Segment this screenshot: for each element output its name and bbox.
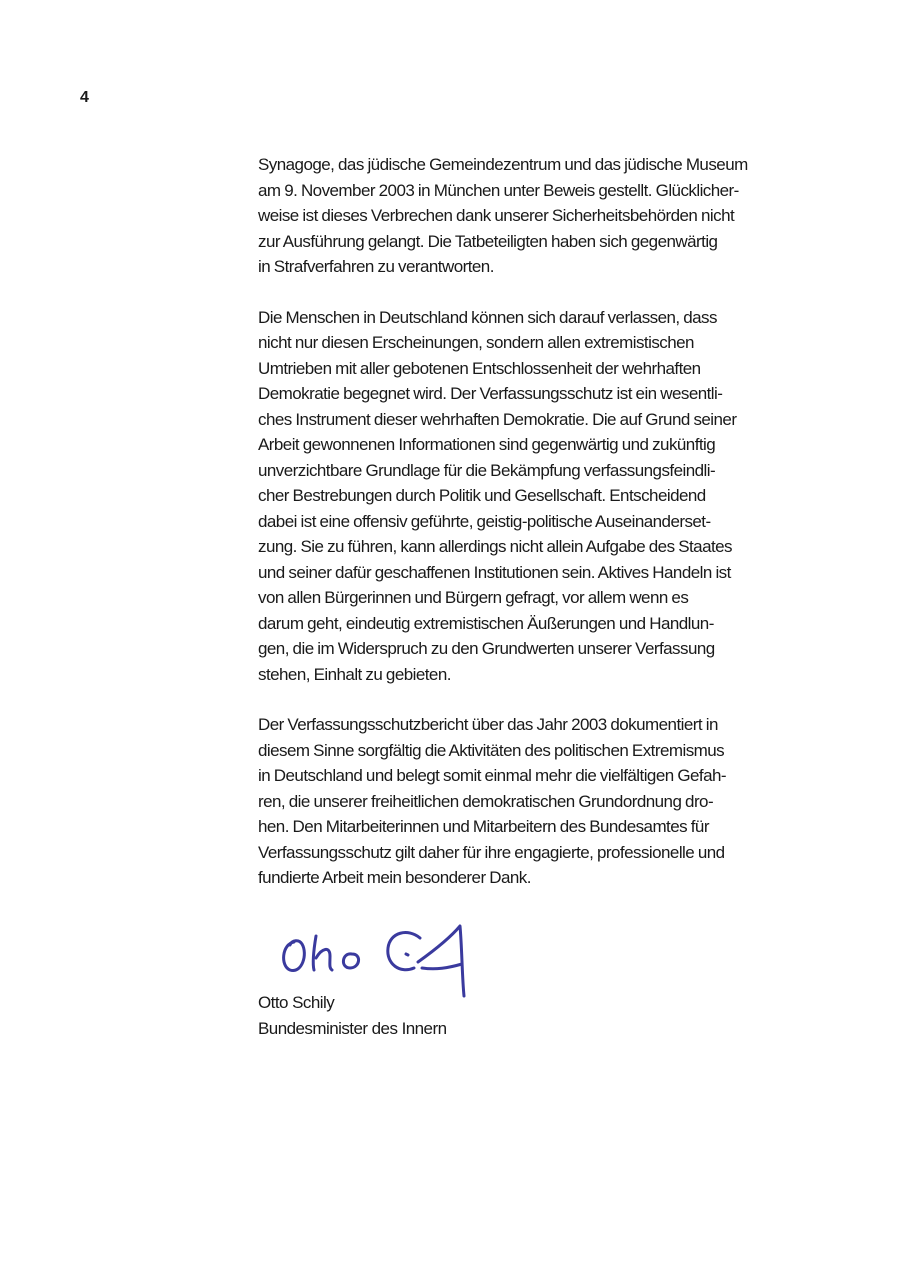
text-line: weise ist dieses Verbrechen dank unserer Sicherheitsbehörden nicht <box>258 206 735 225</box>
text-line: ren, die unserer freiheitlichen demokratischen Grundordnung dro- <box>258 791 714 811</box>
text-line: fundierte Arbeit mein besonderer Dank. <box>258 868 531 887</box>
signer-name: Otto Schily <box>258 993 335 1012</box>
letter-body <box>258 152 833 916</box>
text-line: in Deutschland und belegt somit einmal mehr die vielfältigen Gefah- <box>258 766 726 785</box>
text-line: Die Menschen in Deutschland können sich darauf verlassen, dass <box>258 307 717 327</box>
text-line: Synagoge, das jüdische Gemeindezentrum und das jüdische Museum <box>258 155 748 174</box>
text-line: diesem Sinne sorgfältig die Aktivitäten des politischen Extremismus <box>258 740 725 760</box>
text-line: zur Ausführung gelangt. Die Tatbeteiligten haben sich gegenwärtig <box>258 231 718 251</box>
text-line: von allen Bürgerinnen und Bürgern gefragt, vor allem wenn es <box>258 588 689 607</box>
text-line: dabei ist eine offensiv geführte, geistig-politische Auseinanderset- <box>258 511 711 531</box>
text-line: in Strafverfahren zu verantworten. <box>258 257 494 276</box>
text-line: am 9. November 2003 in München unter Beweis gestellt. Glücklicher- <box>258 180 739 200</box>
text-line: und seiner dafür geschaffenen Institutionen sein. Aktives Handeln ist <box>258 562 731 582</box>
text-line: stehen, Einhalt zu gebieten. <box>258 664 451 684</box>
text-line: Umtrieben mit aller gebotenen Entschlossenheit der wehrhaften <box>258 358 701 378</box>
paragraph <box>258 152 833 280</box>
text-line: Arbeit gewonnenen Informationen sind gegenwärtig und zukünftig <box>258 435 716 454</box>
text-line: darum geht, eindeutig extremistischen Äußerungen und Handlun- <box>258 613 714 633</box>
text-line: Demokratie begegnet wird. Der Verfassungsschutz ist ein wesentli- <box>258 384 723 403</box>
page-number: 4 <box>80 89 89 106</box>
paragraph <box>258 305 833 688</box>
text-line: nicht nur diesen Erscheinungen, sondern allen extremistischen <box>258 333 694 352</box>
text-line: hen. Den Mitarbeiterinnen und Mitarbeitern des Bundesamtes für <box>258 817 709 836</box>
text-line: cher Bestrebungen durch Politik und Gesellschaft. Entscheidend <box>258 486 706 505</box>
text-line: Verfassungsschutz gilt daher für ihre engagierte, professionelle und <box>258 842 725 862</box>
text-line: unverzichtbare Grundlage für die Bekämpfung verfassungsfeindli- <box>258 460 716 480</box>
signature-strokes <box>284 926 464 996</box>
text-line: zung. Sie zu führen, kann allerdings nicht allein Aufgabe des Staates <box>258 537 733 556</box>
paragraph <box>258 712 833 891</box>
text-line: gen, die im Widerspruch zu den Grundwerten unserer Verfassung <box>258 639 715 658</box>
text-line: Der Verfassungsschutzbericht über das Jahr 2003 dokumentiert in <box>258 715 718 734</box>
signoff-block <box>258 990 446 1041</box>
text-line: ches Instrument dieser wehrhaften Demokratie. Die auf Grund seiner <box>258 409 737 429</box>
signer-title: Bundesminister des Innern <box>258 1018 447 1038</box>
